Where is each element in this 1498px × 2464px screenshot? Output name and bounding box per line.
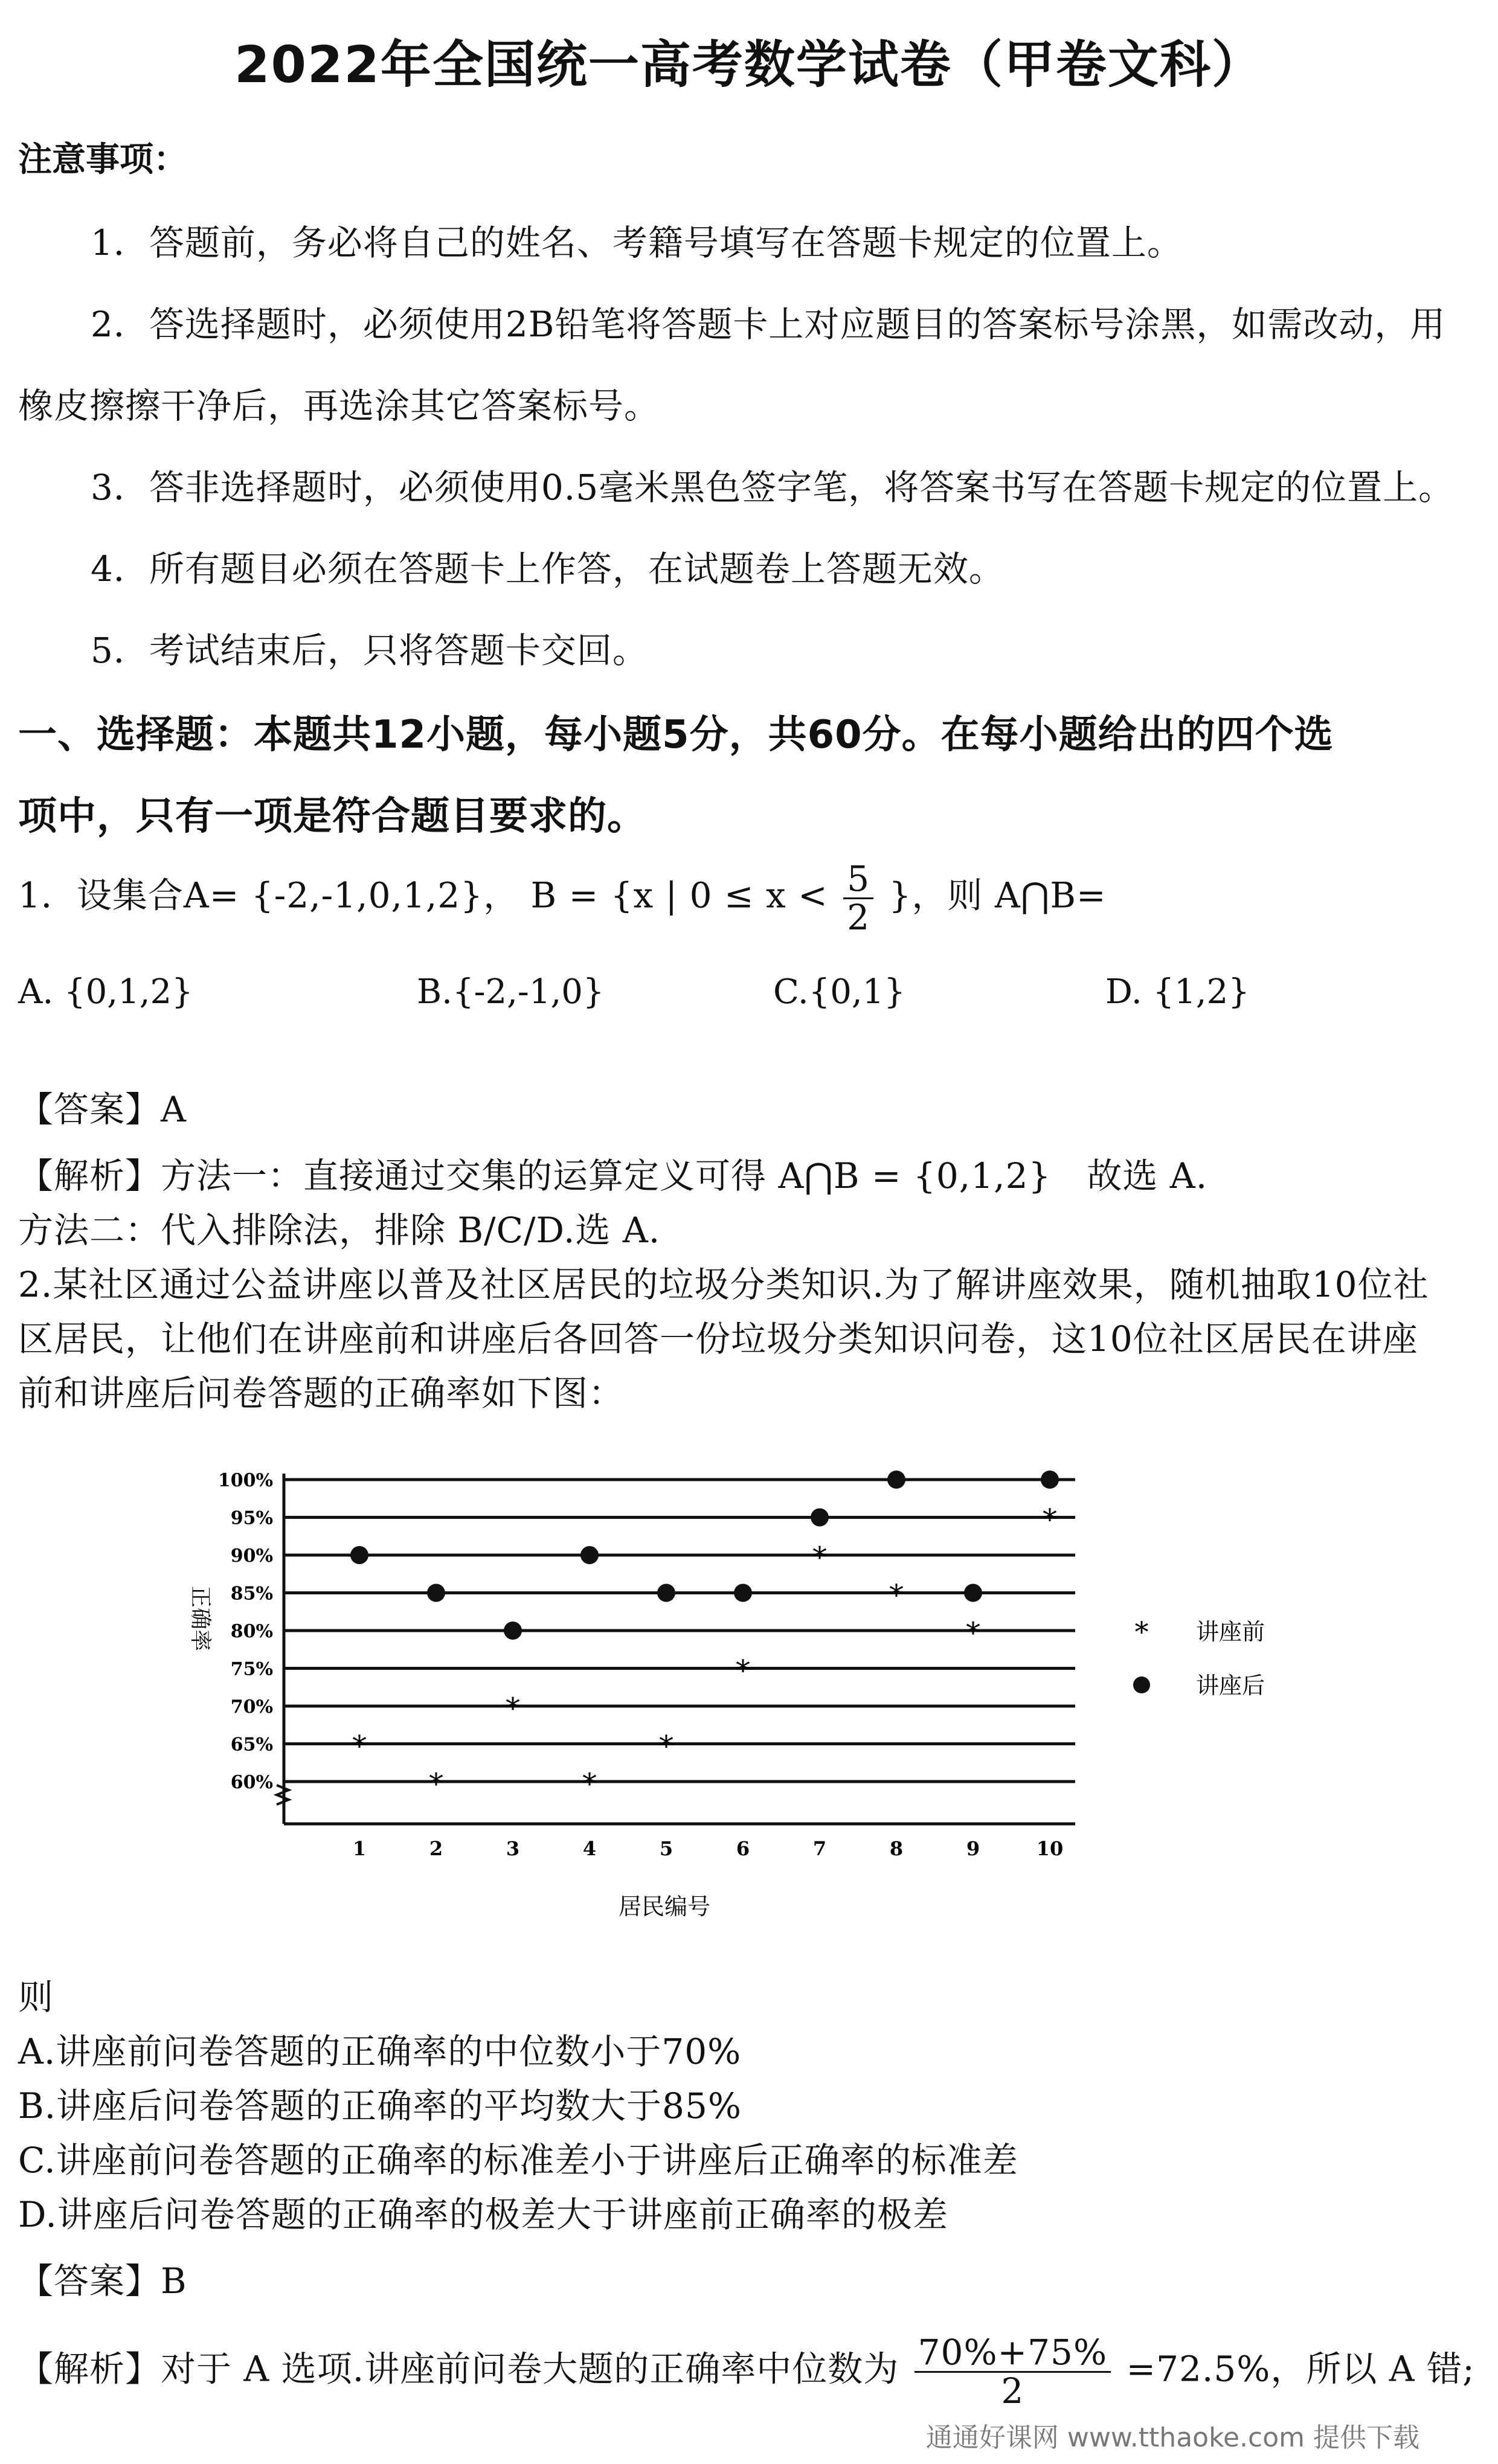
section-heading-1: 一、选择题：本题共12小题，每小题5分，共60分。在每小题给出的四个选 xyxy=(18,713,1334,757)
x-tick-label: 9 xyxy=(966,1837,980,1860)
point-before-lecture: * xyxy=(429,1767,443,1801)
notice-heading: 注意事项： xyxy=(18,140,187,179)
y-tick-label: 100% xyxy=(217,1470,273,1491)
x-tick-label: 4 xyxy=(582,1837,597,1860)
q2-analysis-text: 【解析】对于 A 选项.讲座前问卷大题的正确率中位数为 xyxy=(18,2348,899,2390)
point-after-lecture xyxy=(350,1546,368,1564)
fraction-denominator: 2 xyxy=(847,896,870,938)
point-after-lecture xyxy=(580,1546,599,1564)
scatter-chart xyxy=(175,1437,1323,1951)
point-before-lecture: * xyxy=(736,1654,750,1688)
point-before-lecture: * xyxy=(966,1616,980,1650)
y-tick-label: 80% xyxy=(230,1621,273,1642)
q2-option-b: B.讲座后问卷答题的正确率的平均数大于85% xyxy=(18,2085,742,2126)
q1-option-b: B.{-2,-1,0} xyxy=(417,972,605,1012)
notice-item-2-cont: 橡皮擦擦干净后，再选涂其它答案标号。 xyxy=(18,385,660,426)
q1-option-c: C.{0,1} xyxy=(773,972,905,1012)
notice-item-4: 4．所有题目必须在答题卡上作答，在试题卷上答题无效。 xyxy=(91,548,1005,589)
legend-label-before: 讲座前 xyxy=(1196,1619,1265,1645)
x-tick-label: 3 xyxy=(506,1837,520,1860)
chart-y-tick-labels xyxy=(218,1470,273,1793)
q2-then: 则 xyxy=(18,1977,54,2018)
y-tick-label: 70% xyxy=(230,1696,273,1718)
y-tick-label: 85% xyxy=(230,1583,273,1605)
q2-stem-2: 区居民，让他们在讲座前和讲座后各回答一份垃圾分类知识问卷，这10位社区居民在讲座 xyxy=(18,1318,1418,1359)
chart-legend xyxy=(1133,1615,1265,1699)
q1-analysis-2: 方法二：代入排除法，排除 B/C/D.选 A. xyxy=(18,1210,661,1251)
page-title: 2022年全国统一高考数学试卷（甲卷文科） xyxy=(234,35,1264,94)
notice-item-5: 5．考试结束后，只将答题卡交回。 xyxy=(91,630,648,671)
q2-stem-1: 2.某社区通过公益讲座以普及社区居民的垃圾分类知识.为了解讲座效果，随机抽取10位社 xyxy=(18,1264,1429,1305)
legend-label-after: 讲座后 xyxy=(1196,1672,1265,1699)
notice-item-1: 1．答题前，务必将自己的姓名、考籍号填写在答题卡规定的位置上。 xyxy=(91,222,1183,263)
point-before-lecture: * xyxy=(506,1692,520,1725)
analysis-fraction-numerator: 70%+75% xyxy=(915,2334,1111,2373)
fraction xyxy=(843,858,873,938)
point-before-lecture: * xyxy=(659,1729,673,1763)
q1-option-d: D. {1,2} xyxy=(1105,972,1250,1012)
analysis-fraction-denominator: 2 xyxy=(1001,2370,1024,2411)
point-after-lecture xyxy=(427,1584,445,1602)
chart-x-tick-labels xyxy=(353,1837,1063,1860)
x-axis-label: 居民编号 xyxy=(618,1893,711,1920)
y-tick-label: 60% xyxy=(230,1772,273,1793)
point-after-lecture xyxy=(657,1584,675,1602)
y-tick-label: 65% xyxy=(230,1734,273,1756)
point-after-lecture xyxy=(887,1471,905,1489)
point-after-lecture xyxy=(1041,1471,1059,1489)
q2-analysis-tail: =72.5%，所以 A 错; xyxy=(1126,2348,1475,2390)
question-1-stem-text: 1．设集合A= {-2,-1,0,1,2}， B = {x | 0 ≤ x < xyxy=(18,874,828,916)
q1-analysis-1: 【解析】方法一：直接通过交集的运算定义可得 A⋂B = {0,1,2} 故选 A. xyxy=(18,1155,1208,1196)
question-1-stem xyxy=(18,858,1107,938)
analysis-fraction xyxy=(915,2334,1111,2410)
x-tick-label: 7 xyxy=(812,1837,827,1860)
q2-answer: 【答案】B xyxy=(18,2260,187,2302)
x-tick-label: 1 xyxy=(352,1837,367,1860)
point-after-lecture xyxy=(964,1584,982,1602)
legend-marker-after xyxy=(1133,1676,1150,1693)
y-tick-label: 90% xyxy=(230,1545,273,1567)
point-before-lecture: * xyxy=(889,1578,904,1612)
q2-stem-3: 前和讲座后问卷答题的正确率如下图： xyxy=(18,1373,625,1414)
x-tick-label: 2 xyxy=(429,1837,443,1860)
point-after-lecture xyxy=(504,1622,522,1640)
chart-points xyxy=(350,1471,1059,1801)
q2-analysis xyxy=(18,2334,1475,2410)
q2-option-c: C.讲座前问卷答题的正确率的标准差小于讲座后正确率的标准差 xyxy=(18,2140,1018,2181)
legend-marker-before: * xyxy=(1134,1615,1149,1648)
q1-answer: 【答案】A xyxy=(18,1089,187,1130)
point-before-lecture: * xyxy=(582,1767,597,1801)
point-before-lecture: * xyxy=(1043,1503,1057,1537)
notice-item-3: 3．答非选择题时，必须使用0.5毫米黑色签字笔，将答案书写在答题卡规定的位置上。 xyxy=(91,467,1455,508)
point-after-lecture xyxy=(734,1584,752,1602)
point-after-lecture xyxy=(811,1509,829,1527)
point-before-lecture: * xyxy=(812,1541,827,1574)
notice-item-2: 2．答选择题时，必须使用2B铅笔将答题卡上对应题目的答案标号涂黑，如需改动，用 xyxy=(91,304,1446,345)
question-1-stem-tail: }，则 A⋂B= xyxy=(889,874,1107,916)
y-axis-label: 正确率 xyxy=(188,1585,213,1652)
q2-option-d: D.讲座后问卷答题的正确率的极差大于讲座前正确率的极差 xyxy=(18,2194,948,2235)
watermark: 通通好课网 www.tthaoke.com 提供下载 xyxy=(925,2422,1419,2453)
y-tick-label: 95% xyxy=(230,1507,273,1529)
q2-option-a: A.讲座前问卷答题的正确率的中位数小于70% xyxy=(18,2031,742,2072)
chart-gridlines xyxy=(284,1480,1075,1782)
section-heading-2: 项中，只有一项是符合题目要求的。 xyxy=(18,794,646,839)
q1-option-a: A. {0,1,2} xyxy=(18,972,193,1012)
x-tick-label: 5 xyxy=(659,1837,673,1860)
x-tick-label: 10 xyxy=(1036,1837,1064,1860)
y-tick-label: 75% xyxy=(230,1658,273,1680)
point-before-lecture: * xyxy=(352,1729,367,1763)
x-tick-label: 6 xyxy=(736,1837,750,1860)
fraction-numerator: 5 xyxy=(843,861,873,899)
x-tick-label: 8 xyxy=(889,1837,904,1860)
